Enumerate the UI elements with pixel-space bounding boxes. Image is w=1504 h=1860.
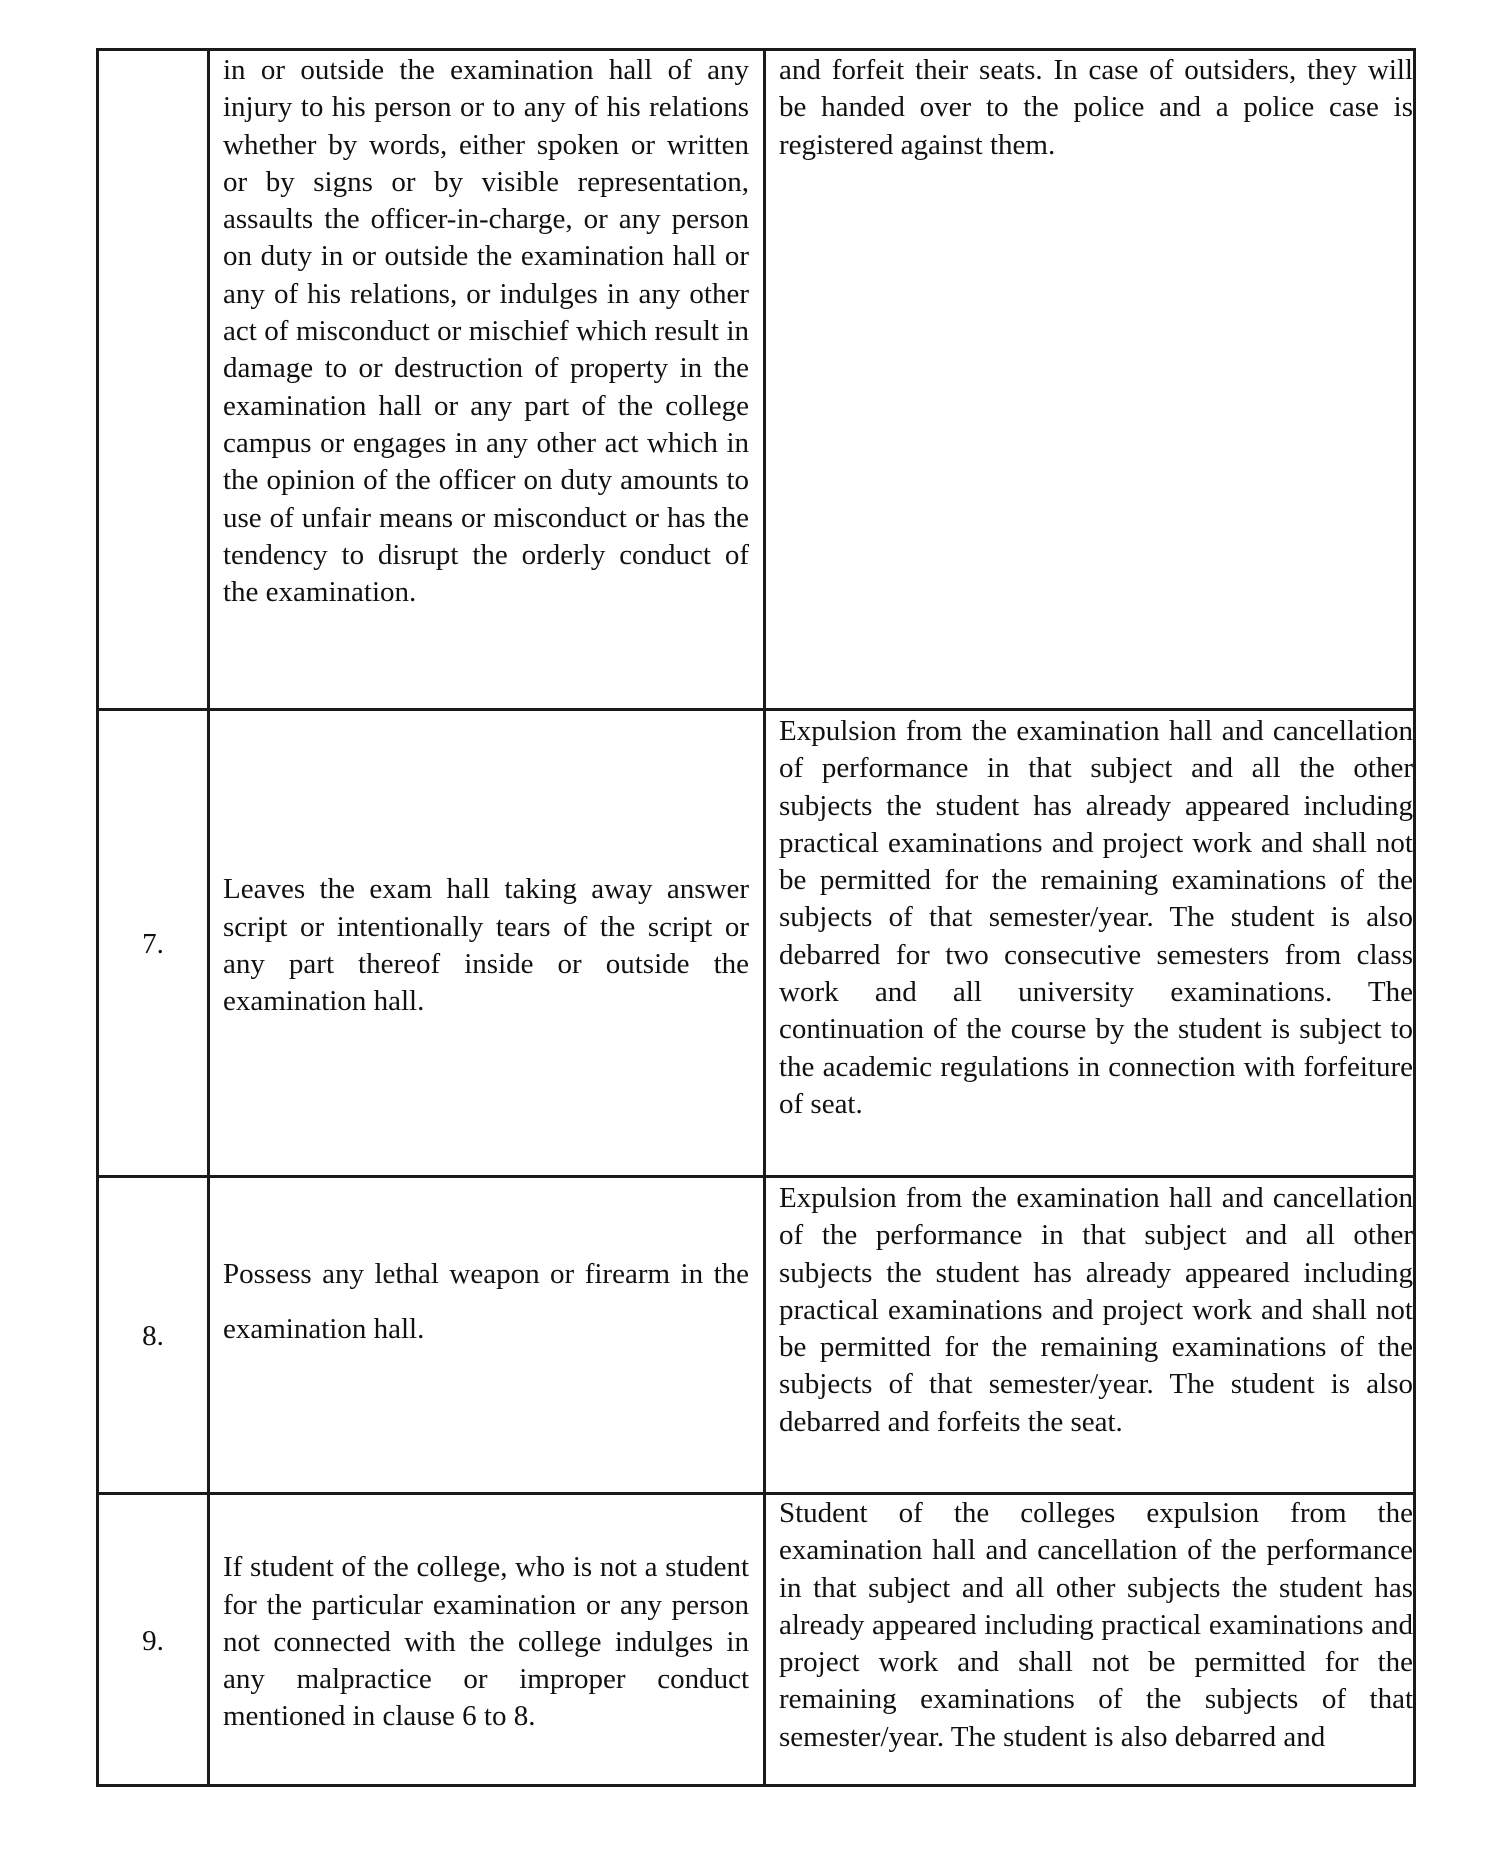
table-row — [99, 1175, 1413, 1492]
clause-punishment-text: and forfeit their seats. In case of outsiders, they will be handed over to the police and a police case is registered against them. — [779, 54, 1413, 161]
clause-description — [210, 51, 766, 708]
table-row — [99, 51, 1413, 708]
clause-punishment — [766, 1495, 1413, 1784]
clause-description — [210, 1495, 766, 1784]
clause-description — [210, 711, 766, 1175]
clause-number: 7. — [99, 711, 210, 1175]
table-row — [99, 1492, 1413, 1784]
clause-punishment-text: Student of the colleges expulsion from the examination hall and cancellation of the performance in that subject and all other subjects the student has already appeared including practical examinations and project work and shall not be permitted for the remaining examinations of the subjects of that semester/year. The student is also debarred and — [779, 1497, 1413, 1753]
clause-number: 9. — [99, 1495, 210, 1784]
clause-punishment — [766, 1178, 1413, 1492]
clause-number — [99, 51, 210, 708]
clause-number: 8. — [99, 1178, 210, 1492]
clause-punishment — [766, 711, 1413, 1175]
malpractice-punishment-table — [96, 48, 1416, 1787]
clause-punishment-text: Expulsion from the examination hall and cancellation of performance in that subject and all the other subjects the student has already appeared including practical examinations and project work and shall not be permitted for the remaining examinations of the subjects of that semester/year. The student is also debarred for two consecutive semesters from class work and all university examinations. The continuation of the course by the student is subject to the academic regulations in connection with forfeiture of seat. — [779, 715, 1413, 1120]
clause-description-text: Leaves the exam hall taking away answer script or intentionally tears of the script or any part thereof inside or outside the examination hall. — [223, 873, 749, 1018]
clause-description-text: Possess any lethal weapon or firearm in the examination hall. — [223, 1258, 749, 1345]
clause-description — [210, 1178, 766, 1492]
clause-punishment — [766, 51, 1413, 708]
table-row — [99, 708, 1413, 1175]
clause-description-text: in or outside the examination hall of any injury to his person or to any of his relations whether by words, either spoken or written or by signs or by visible representation, assaults the officer-in-charge, or any person on duty in or outside the examination hall or any of his relations, or indulges in any other act of misconduct or mischief which result in damage to or destruction of property in the examination hall or any part of the college campus or engages in any other act which in the opinion of the officer on duty amounts to use of unfair means or misconduct or has the tendency to disrupt the orderly conduct of the examination. — [223, 54, 749, 609]
clause-punishment-text: Expulsion from the examination hall and cancellation of the performance in that subject and all other subjects the student has already appeared including practical examinations and project work and shall not be permitted for the remaining examinations of the subjects of that semester/year. The student is also debarred and forfeits the seat. — [779, 1182, 1413, 1438]
clause-description-text: If student of the college, who is not a student for the particular examination or any person not connected with the college indulges in any malpractice or improper conduct mentioned in clause 6 to 8. — [223, 1551, 749, 1733]
